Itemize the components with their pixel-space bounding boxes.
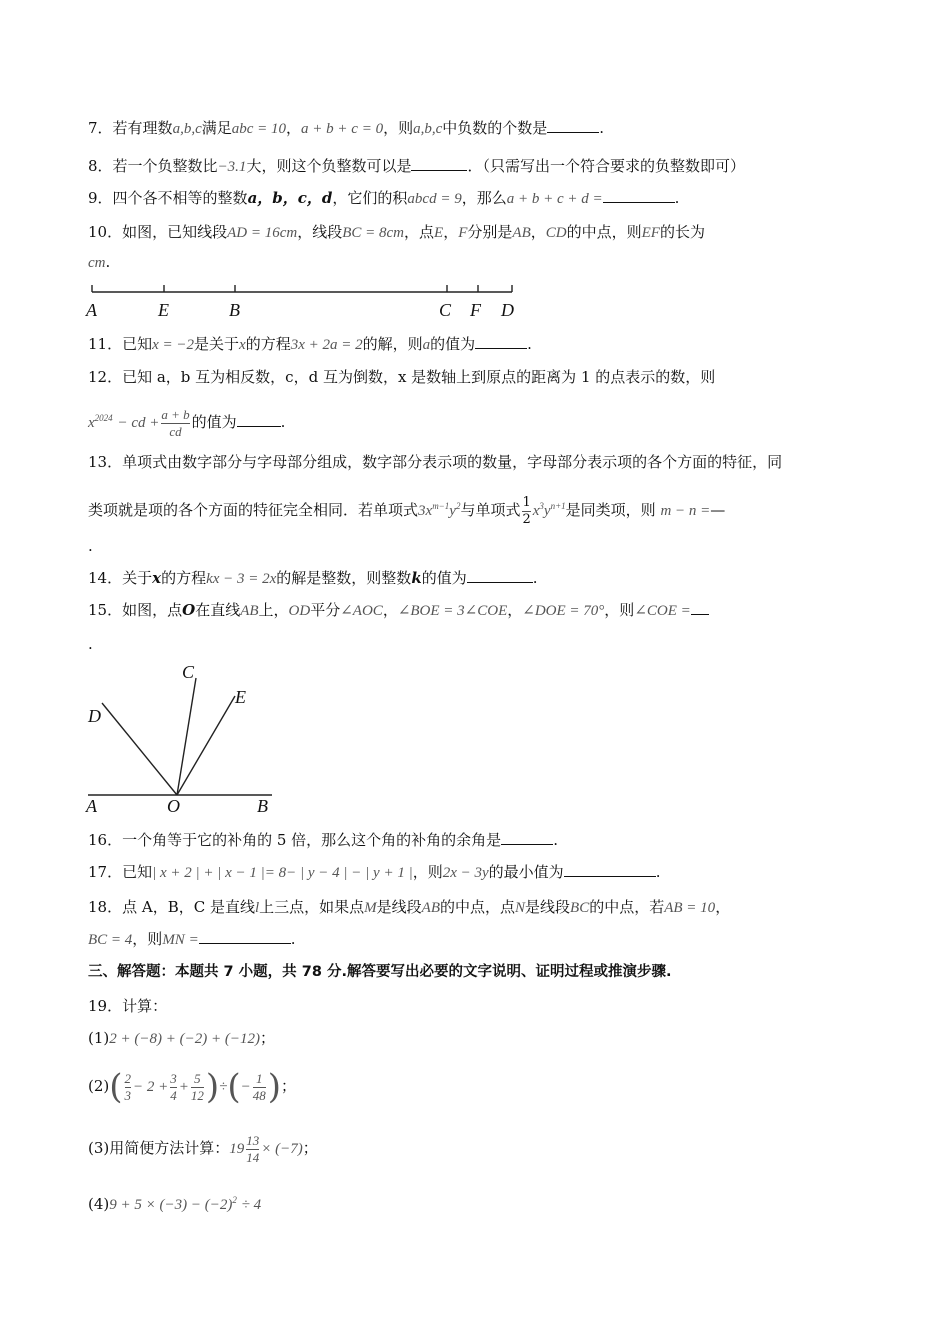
question-19: 19．计算：: [88, 997, 168, 1015]
question-12: 12．已知 a，b 互为相反数，c，d 互为倒数，x 是数轴上到原点的距离为 1 的点表示的数，则: [88, 368, 716, 386]
question-13-cont: 类项就是项的各个方面的特征完全相同．若单项式$3x^{m-1}y^2$与单项式 $\frac{1}{2}$ $x^3y^{n+1}$是同类项，则 m − n =—: [88, 494, 726, 527]
point-label-f: F: [470, 300, 481, 320]
question-13-end: .: [88, 537, 93, 555]
answer-blank[interactable]: [603, 188, 675, 203]
point-label-d: D: [501, 300, 514, 320]
q19-part-2: (2)( $\frac{2}{3}$ − 2 + $\frac{3}{4}$ + $\frac{5}{12}$ )÷(− $\frac{1}{48}$ )；: [88, 1067, 297, 1107]
fraction: $\frac{a + b}{cd}$: [161, 406, 190, 439]
question-15-end: .: [88, 635, 93, 653]
question-11: 11．已知x = −2是关于x的方程3x + 2a = 2的解，则a的值为 .: [88, 335, 532, 353]
question-13: 13．单项式由数字部分与字母部分组成，数字部分表示项的数量，字母部分表示项的各个方面的特征，同: [88, 453, 783, 471]
point-label-b: B: [229, 300, 240, 320]
question-14: 14．关于x的方程kx − 3 = 2x的解是整数，则整数k的值为 .: [88, 569, 538, 587]
question-18: 18．点 A，B，C 是直线l上三点，如果点M是线段AB的中点，点N是线段BC的中点，若AB = 10，: [88, 898, 731, 916]
figure-angles: [80, 658, 290, 818]
fraction: $\frac{1}{48}$: [252, 1070, 266, 1103]
q19-part-1: (1)2 + (−8) + (−2) + (−12)；: [88, 1029, 275, 1047]
fraction: $\frac{5}{12}$: [190, 1070, 204, 1103]
question-10-cont: cm.: [88, 253, 111, 271]
point-label-b: B: [257, 796, 268, 816]
answer-blank[interactable]: [237, 412, 281, 427]
figure-segment: [80, 276, 530, 322]
section-heading: 三、解答题：本题共 7 小题，共 78 分.解答要写出必要的文字说明、证明过程或推演步骤.: [88, 964, 672, 980]
fraction: $\frac{13}{14}$: [246, 1132, 260, 1165]
q19-part-4: $(4)9 + 5 \times (-3) - (-2)^2 \div 4$: [88, 1195, 262, 1213]
point-label-a: A: [86, 796, 97, 816]
ray-label-c: C: [182, 662, 195, 682]
point-label-o: O: [167, 796, 180, 816]
ray-label-e: E: [235, 687, 246, 707]
question-9: 9．四个各不相等的整数a，b，c，d，它们的积abcd = 9，那么a + b + c + d = .: [88, 189, 680, 207]
question-10: 10．如图，已知线段AD = 16cm，线段BC = 8cm，点E，F分别是AB，CD的中点，则EF的长为: [88, 223, 705, 241]
point-label-e: E: [158, 300, 169, 320]
fraction: $\frac{3}{4}$: [170, 1070, 177, 1103]
answer-blank[interactable]: [547, 118, 599, 133]
q19-part-3: (3)用简便方法计算：19 $\frac{13}{14}$ × (−7)；: [88, 1132, 318, 1165]
question-15: 15．如图，点O在直线AB上，OD平分∠AOC，∠BOE = 3∠COE，∠DOE = 70°，则∠COE =: [88, 600, 709, 621]
answer-blank[interactable]: [691, 600, 709, 615]
question-12-cont: $x^{2024}$ − cd + $\frac{a + b}{cd}$ 的值为 .: [88, 406, 286, 439]
answer-blank[interactable]: [501, 830, 553, 845]
answer-blank[interactable]: [467, 568, 533, 583]
point-label-a: A: [86, 300, 97, 320]
answer-blank[interactable]: [475, 334, 527, 349]
question-7: 7．若有理数a,b,c满足abc = 10，a + b + c = 0，则a,b,c中负数的个数是 .: [88, 119, 605, 137]
fraction: $\frac{1}{2}$: [522, 494, 531, 527]
answer-blank[interactable]: [411, 156, 467, 171]
answer-blank[interactable]: —: [710, 501, 726, 519]
ray-label-d: D: [88, 706, 101, 726]
question-17: 17．已知| x + 2 | + | x − 1 |= 8− | y − 4 | − | y + 1 |，则2x − 3y的最小值为 .: [88, 863, 661, 881]
answer-blank[interactable]: [564, 862, 656, 877]
question-8: 8．若一个负整数比−3.1大，则这个负整数可以是 ．（只需写出一个符合要求的负整数即可）: [88, 157, 745, 175]
point-label-c: C: [439, 300, 452, 320]
question-16: 16．一个角等于它的补角的 5 倍，那么这个角的补角的余角是 .: [88, 831, 558, 849]
answer-blank[interactable]: [199, 929, 291, 944]
fraction: $\frac{2}{3}$: [124, 1070, 132, 1103]
question-18-cont: BC = 4，则MN = .: [88, 930, 296, 948]
